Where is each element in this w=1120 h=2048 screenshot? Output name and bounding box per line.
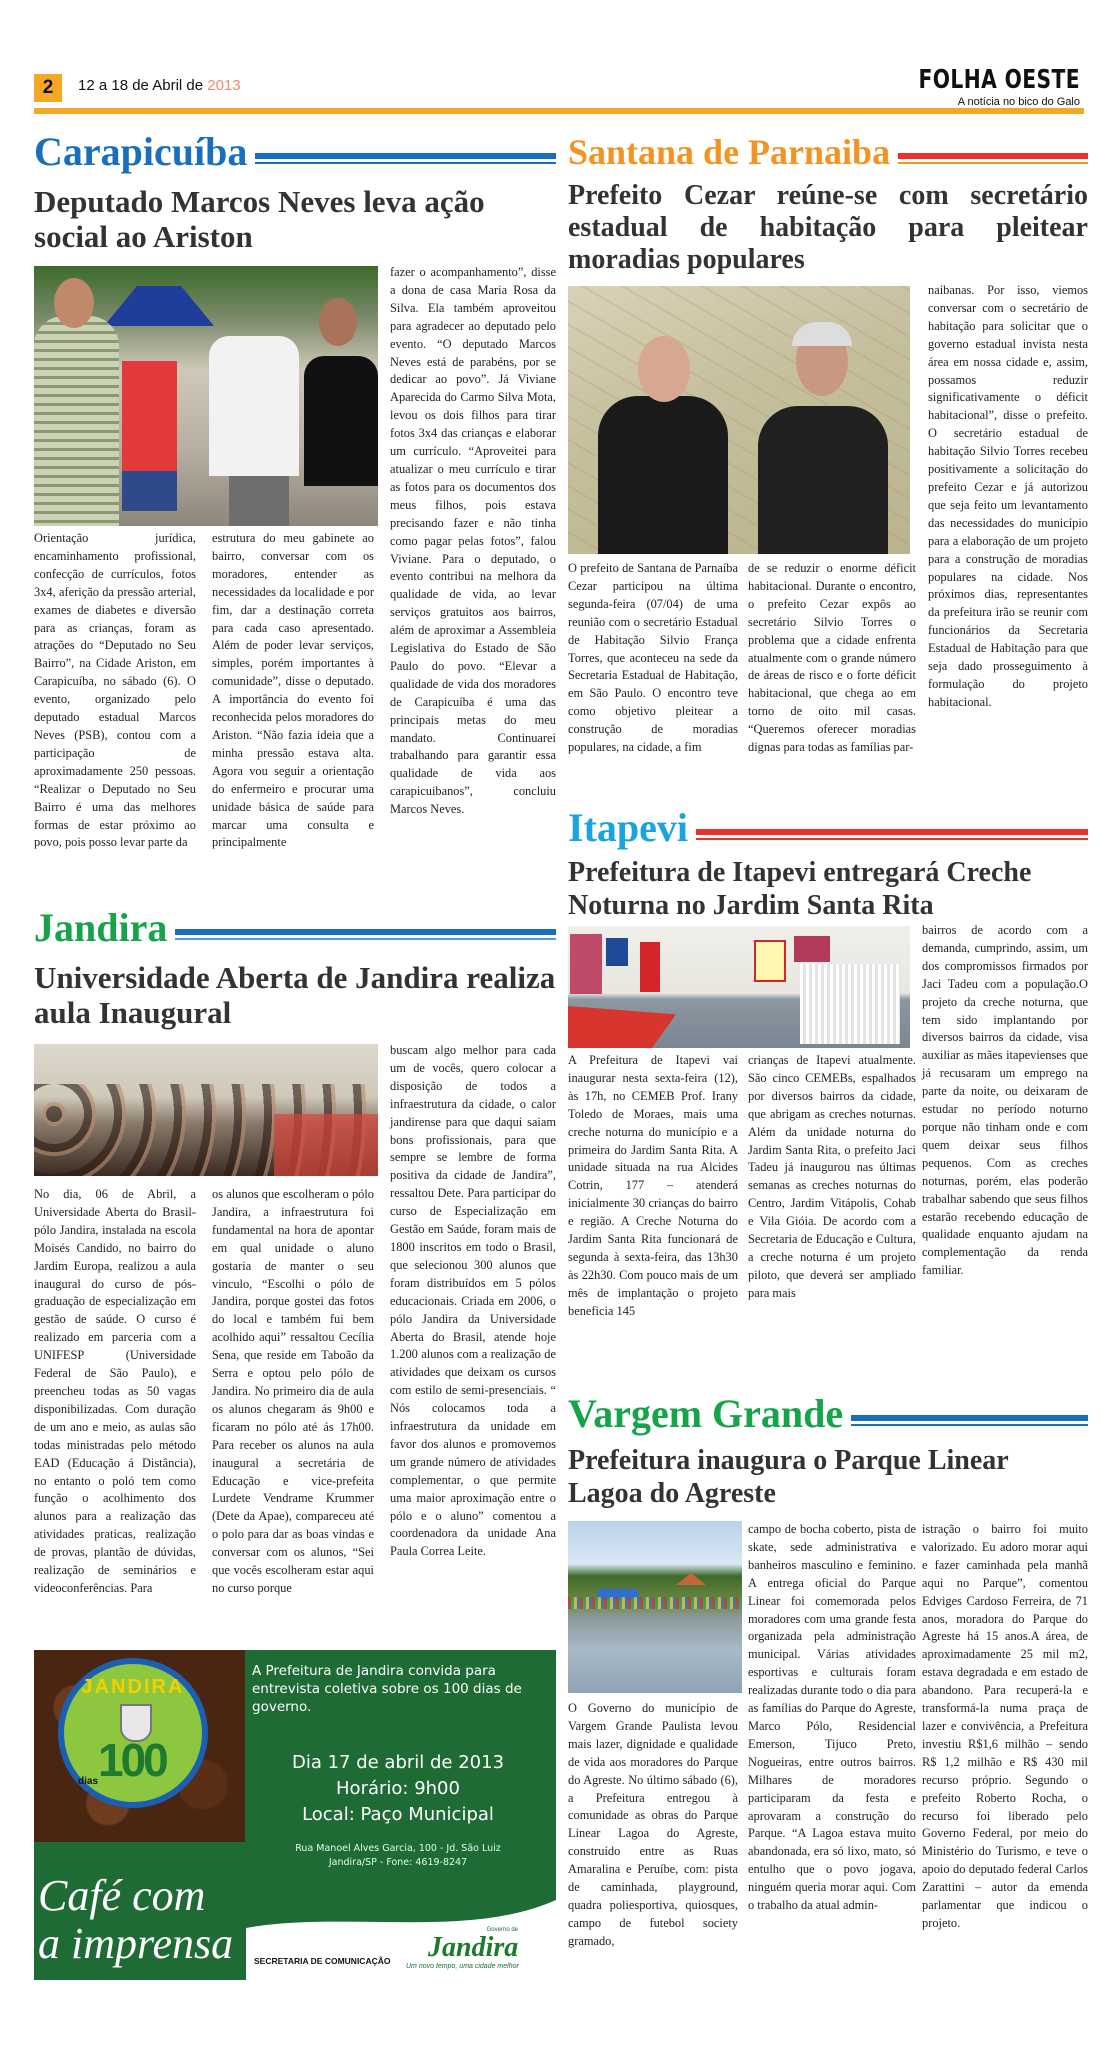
issue-year: 2013 — [207, 77, 241, 94]
section-rule — [851, 1415, 1088, 1426]
section-rule — [696, 829, 1088, 840]
jandira-government-logo — [406, 1926, 548, 1971]
paper-tagline: A notícia no bico do Galo — [957, 96, 1080, 108]
ad-time: Horário: 9h00 — [336, 1778, 460, 1799]
headline-carapicuiba: Deputado Marcos Neves leva ação social ao Ariston — [34, 184, 485, 254]
section-rule — [175, 929, 556, 940]
article-text-col: naibanas. Por isso, viemos conversar com o secretário de habitação para solicitar que o governo estadual invista nesta área em nossa cidade e, assim, possamos reduzir significativamente o déficit habitacional”, disse o prefeito. O secretário estadual de habitação Silvio Torres recebeu positivamente a solicitação do prefeito Cezar e já autorizou que seja feito um levantamento das necessidades do município para a elaboração de um projeto para a construção de moradias populares na cidade. Nos próximos dias, representantes da prefeitura irão se reunir com funcionários da Secretaria Estadual de Habitação para que seja dado prosseguimento à formulação do projeto habitacional. — [928, 283, 1088, 709]
jandira-100-days-seal — [58, 1658, 208, 1808]
section-title: Carapicuíba — [34, 129, 248, 174]
section-itapevi — [568, 806, 1088, 850]
section-title: Santana de Parnaiba — [568, 132, 891, 172]
seal-number: 100 — [98, 1734, 166, 1786]
ad-invite-text: A Prefeitura de Jandira convida para entrevista coletiva sobre os 100 dias de governo. — [252, 1663, 522, 1715]
header-rule — [34, 108, 1084, 114]
section-vargem-grande — [568, 1392, 1088, 1436]
ad-title-line: Café com — [38, 1871, 206, 1920]
section-title: Itapevi — [568, 805, 688, 850]
article-text-col: de se reduzir o enorme déficit habitacional. Durante o encontro, o prefeito Cezar expôs ao secretário Silvio Torres o problema que a cidade enfrenta atualmente com o grande número de áreas de risco e o forte déficit habitacional, que chega ao em torno de oito mil casas. “Queremos oferecer moradias dignas para todas as famílias par- — [748, 561, 916, 755]
page-number: 2 — [34, 74, 62, 102]
section-title: Jandira — [34, 905, 168, 950]
logo-name: Jandira — [428, 1932, 519, 1963]
issue-date — [78, 77, 241, 94]
article-text-col: Orientação jurídica, encaminhamento profissional, confecção de currículos, fotos 3x4, aferição da pressão arterial, exames de diabetes e diversão para as crianças, foram as atrações do “Deputado no Seu Bairro”, na Cidade Ariston, em Carapicuíba, no sábado (6). O evento, organizado pelo deputado estadual Marcos Neves (PSB), contou com a participação de aproximadamente 250 pessoas. “Realizar o Deputado no Seu Bairro é uma das melhores formas de estar próximo ao povo, pois posso levar parte da — [34, 531, 196, 850]
article-text-col: fazer o acompanhamento”, disse a dona de casa Maria Rosa da Silva. Ela também aproveitou para agradecer ao deputado pelo evento. “O deputado Marcos Neves está de parabéns, por se dedicar ao povo”. Já Viviane Aparecida do Carmo Silva Mota, levou os dois filhos para tirar fotos 3x4 das crianças e elaborar um currículo. “Aproveitei para atualizar o meu currículo e tirar as fotos para os documentos dos meus filhos, pois estava precisando fazer e não tinha como pagar pelas fotos”, falou Viviane. Para o deputado, o evento contribui na melhora da qualidade de vida, ao levar serviços gratuitos aos bairros, além de aproximar a Assembleia Legislativa do Estado de São Paulo do povo. “Elevar a qualidade de vida dos moradores de Carapicuíba é uma das principais metas do meu mandato. Continuarei trabalhando para garantir essa qualidade de vida aos carapicuibanos”, concluiu Marcos Neves. — [390, 265, 556, 817]
photo-carapicuiba-group — [34, 266, 378, 526]
article-text-col: buscam algo melhor para cada um de vocês, quero colocar a disposição de todos a infraestrutura da cidade, o calor jandirense para que daqui saiam bons profissionais, para que sempre se lembre de forma positiva da cidade de Jandira”, ressaltou Dete. Para participar do curso de Especialização em Gestão em Saúde, foram mais de 1800 inscritos em todo o Brasil, que selecionou 300 alunos que foram distribuídos em 5 pólos educacionais. Criada em 2006, o pólo Jandira da Universidade Aberta do Brasil, atende hoje 1.200 alunos com a realização de atividades que deixam os cursos com estilo de semi-presenciais. “ Nós colocamos toda a infraestrutura da unidade em favor dos alunos e promovemos um grande número de atividades complementar, o que permite uma maior aproximação entre o pólo e o aluno” comentou a coordenadora da unidade Ana Paula Correa Leite. — [390, 1043, 556, 1559]
article-text-col: O Governo do município de Vargem Grande Paulista levou mais lazer, dignidade e qualidade de vida aos moradores do Parque do Agreste. No último sábado (6), a Prefeitura entregou à comunidade as obras do Parque Linear Lagoa do Agreste, construído entre as Ruas Amaralina e Peruíbe, com: pista de caminhada, playground, quadra poliesportiva, quiosques, campo de futebol society gramado, — [568, 1701, 738, 1948]
date-prefix: 12 a 18 de Abril de — [78, 77, 208, 94]
section-title: Vargem Grande — [568, 1391, 844, 1436]
logo-gov-text: Governo de — [486, 1927, 518, 1933]
jandira-press-ad — [34, 1650, 556, 1980]
ad-event-details — [252, 1750, 544, 1828]
ad-address-line: Jandira/SP - Fone: 4619-8247 — [328, 1857, 468, 1868]
article-text-col: os alunos que escolheram o pólo Jandira, a infraestrutura foi fundamental na hora de apontar em qual unidade o aluno gostaria de manter o seu vinculo, “Escolhi o pólo de Jandira, porque gostei das fotos do local e também fui bem acolhido aqui” ressaltou Cecília Sena, que reside em Taboão da Serra e optou pelo pólo de Jandira. No primeiro dia de aula os alunos chegaram ás 9h00 e ficaram no pólo até ás 17h00. Para receber os alunos na aula inaugural a secretária de Educação e vice-prefeita Lurdete Vendrame Krummer (Dete da Apae), compareceu até o polo para dar as boas vindas e conversar com os alunos, “Sei que vocês escolheram estar aqui no curso porque — [212, 1187, 374, 1595]
article-text-col: O prefeito de Santana de Parnaíba Cezar participou na última segunda-feira (07/04) de uma reunião com o secretário Estadual de Habitação Silvio França Torres, que aconteceu na sede da Secretaria Estadual de Habitação, em São Paulo. O encontro teve como objetivo pleitear a construção de moradias populares, na cidade, a fim — [568, 561, 738, 755]
headline-vargem-grande: Prefeitura inaugura o Parque Linear Lagoa do Agreste — [568, 1445, 1009, 1509]
section-rule — [255, 153, 556, 164]
headline-jandira: Universidade Aberta de Jandira realiza aula Inaugural — [34, 960, 556, 1030]
section-carapicuiba — [34, 130, 556, 174]
headline-santana: Prefeito Cezar reúne-se com secretário estadual de habitação para pleitear moradias populares — [568, 180, 1088, 275]
masthead — [873, 66, 1080, 108]
ad-secretaria: SECRETARIA DE COMUNICAÇÃO — [254, 1956, 391, 1966]
section-santana — [568, 130, 1088, 174]
section-jandira — [34, 906, 556, 950]
seal-text: JANDIRA — [81, 1676, 185, 1698]
article-text-col: A Prefeitura de Itapevi vai inaugurar nesta sexta-feira (12), às 17h, no CEMEB Prof. Irany Toledo de Moraes, mais uma creche noturna do município e a primeira do Jardim Santa Rita. A unidade situada na rua Alcides Cotrin, 177 – atenderá inicialmente 30 crianças do bairro e região. A Creche Noturna do Jardim Santa Rita funcionará de segunda à sexta-feira, das 13h30 às 22h30. Com pouco mais de um mês de implantação o projeto beneficia 145 — [568, 1053, 738, 1318]
ad-address — [252, 1842, 544, 1870]
article-text-col: estrutura do meu gabinete ao bairro, conversar com os moradores, entender as necessidades da localidade e por fim, dar a destinação correta para cada caso apresentado. Além de poder levar serviços, simples, porém importantes à comunidade”, disse o deputado. A importância do evento foi reconhecida pelos moradores do Ariston. “Não fazia ideia que a minha pressão estava alta. Agora vou seguir a orientação do enfermeiro e procurar uma unidade básica de saúde para marcar uma consulta e principalmente — [212, 531, 374, 850]
ad-date: Dia 17 de abril de 2013 — [291, 1752, 505, 1773]
ad-title — [38, 1872, 242, 1968]
section-rule — [898, 153, 1088, 164]
article-text-col: bairros de acordo com a demanda, cumprindo, assim, um dos compromissos firmados por Jaci Tadeu com a população.O projeto da creche noturna, que tem sido implantando por diversos bairros da cidade, visa auxiliar as mães itapevienses que já recusaram um emprego na parte da noite, ou deixaram de estudar no período noturno porque não tinham onde e com quem deixar seus filhos pequenos. Com as creches noturnas, porém, elas poderão trabalhar sabendo que seus filhos estarão recebendo educação de qualidade enquanto ajudam na complementação da renda familiar. — [922, 923, 1088, 1278]
paper-name: FOLHA OESTE — [918, 65, 1080, 95]
logo-slogan: Um novo tempo, uma cidade melhor — [406, 1963, 519, 1970]
article-text-col: campo de bocha coberto, pista de skate, sede administrativa e banheiros masculino e feminino. A entrega oficial do Parque Linear foi comemorada pelos moradores com uma grande festa organizada pela administração municipal. Várias atividades esportivas e culturais foram realizadas durante todo o dia para as famílias do Parque do Agreste, Marco Pólo, Residencial Emerson, Tijuco Preto, Nogueiras, entre outros bairros. Milhares de moradores participaram da festa e aprovaram a construção do Parque. “A Lagoa estava muito abandonada, era só lixo, mato, só entulho que o povo jogava, ninguém queria morar aqui. Com o trabalho da atual admin- — [748, 1522, 916, 1913]
photo-santana-meeting — [568, 286, 910, 554]
article-text-col: istração o bairro foi muito valorizado. Eu adoro morar aqui e fazer caminhada pela manhã aqui no Parque”, comentou Edviges Cardoso Ferreira, de 71 anos, moradora do Parque do Agreste há 15 anos.A área, de aproximadamente 25 mil m2, estava degradada e em estado de abandono. Para recuperá-la e transformá-la numa praça de lazer e convivência, a Prefeitura investiu R$1,6 milhão – sendo R$ 1,2 milhão e R$ 430 mil recurso próprio. Segundo o prefeito Roberto Rocha, o recurso foi liberado pelo Governo Federal, por meio do Ministério do Turismo, e teve o apoio do deputado federal Carlos Zarattini – autor da emenda parlamentar que indicou o projeto. — [922, 1522, 1088, 1930]
article-text-col: No dia, 06 de Abril, a Universidade Aberta do Brasil-pólo Jandira, instalada na escola Moisés Candido, no bairro do Jardim Europa, realizou a aula inaugural do curso de pós-graduação de especialização em gestão de saúde. O curso é realizado em parceria com a UNIFESP (Universidade Federal de São Paulo), e preencheu todas as 50 vagas disponibilizadas. Com duração de um ano e meio, as aulas são todas ministradas pelo método EAD (Educação á Distância), no entanto o poló tem como função o acolhimento dos alunos para a realização das atividades praticas, realização de provas, plantão de dúvidas, realização de seminários e videoconferências. Para — [34, 1187, 196, 1595]
photo-jandira-class — [34, 1044, 378, 1176]
ad-place: Local: Paço Municipal — [302, 1804, 494, 1825]
ad-address-line: Rua Manoel Alves Garcia, 100 - Jd. São Luiz — [295, 1843, 501, 1854]
seal-days: dias — [78, 1776, 99, 1787]
photo-vargem-lagoa — [568, 1521, 742, 1693]
headline-itapevi: Prefeitura de Itapevi entregará Creche Noturna no Jardim Santa Rita — [568, 857, 1032, 921]
photo-itapevi-creche — [568, 926, 910, 1048]
ad-title-line: a imprensa — [38, 1919, 234, 1968]
article-text-col: crianças de Itapevi atualmente. São cinco CEMEBs, espalhados por diversos bairros da cidade, que abrigam as creches noturnas. Além da unidade noturna do Jardim Santa Rita, o prefeito Jaci Tadeu já inaugurou nas últimas semanas as creches noturnas do Centro, Jardim Vitápolis, Cohab e Vila Gióia. De acordo com a Secretaria de Educação e Cultura, a creche noturna é um projeto piloto, que deverá ser ampliado para mais — [748, 1053, 916, 1300]
